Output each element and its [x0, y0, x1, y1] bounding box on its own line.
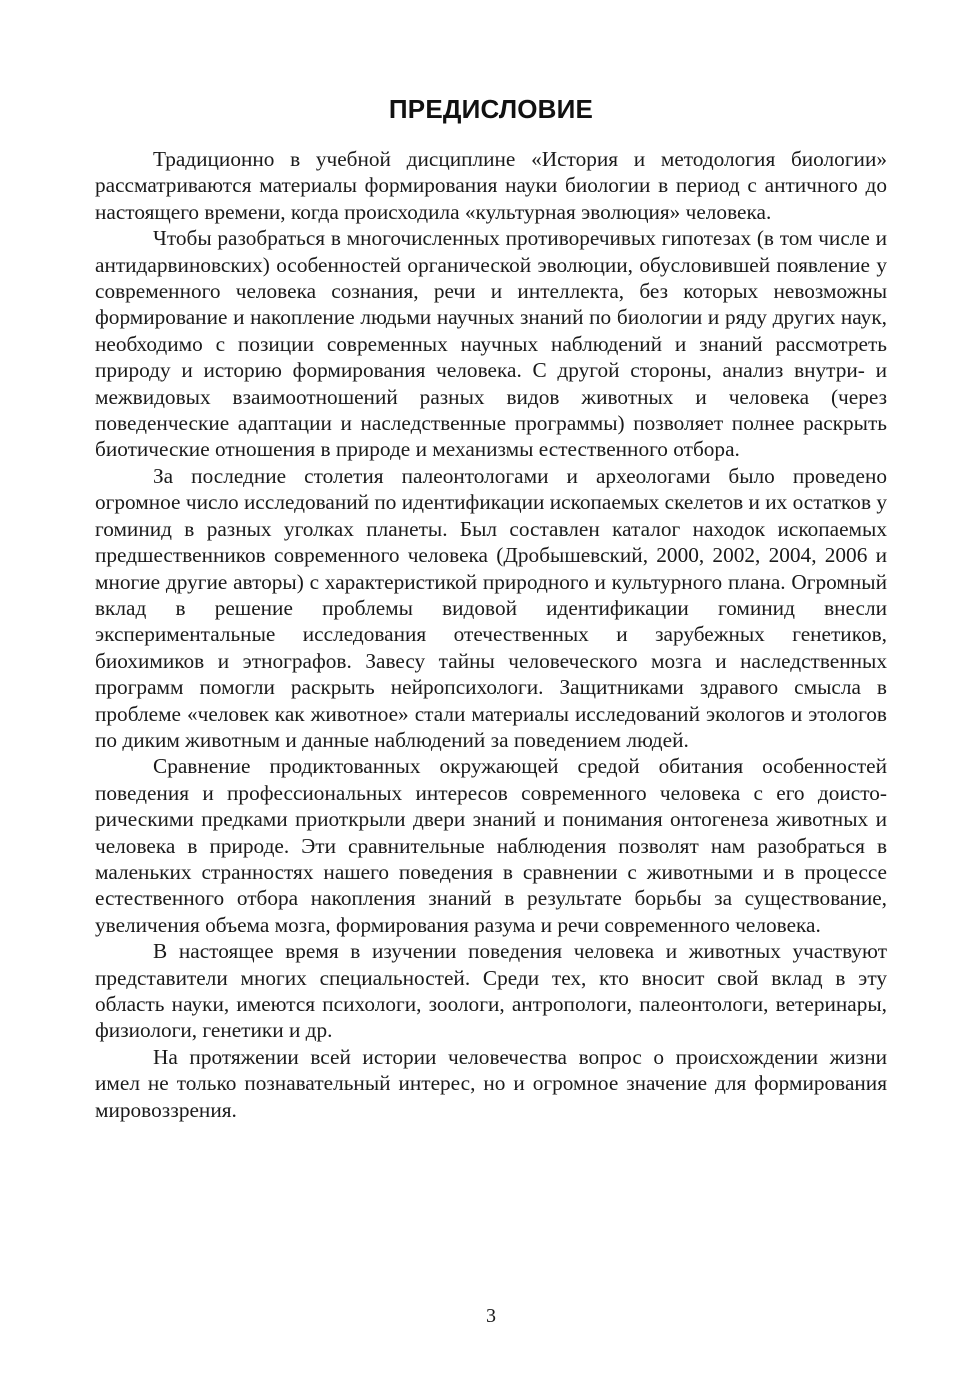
paragraph-4: Сравнение продиктованных окружающей средой обитания особенностей поведения и профессиональных интересов современного человека с его доисторическими предками приоткрыли двери знаний и понимания онтогенеза животных и человека в природе. Эти сравнительные наблюдения позволят нам разобраться в маленьких странностях нашего поведения в сравнении с животными и в процессе естественного отбора накопления знаний в результате борьбы за существование, увеличения объема мозга, формирования разума и речи современного человека. [95, 754, 887, 937]
paragraph-3: За последние столетия палеонтологами и археологами было проведено огромное число исследований по идентификации ископаемых скелетов и их остатков у гоминид в разных уголках планеты. Был составлен каталог находок ископаемых предшественников современного человека (Дробышевский, 2000, 2002, 2004, 2006 и многие другие авторы) с характеристикой природного и культурного плана. Огромный вклад в решение проблемы видовой идентификации гоминид внесли экспериментальные исследования отечественных и зарубежных генетиков, биохимиков и этнографов. Завесу тайны человеческого мозга и наследственных программ помогли раскрыть нейропсихологи. Защитниками здравого смысла в проблеме «человек как животное» стали материалы исследований экологов и этологов по диким животным и данные наблюдений за поведением людей. [95, 463, 887, 752]
paragraph-6: На протяжении всей истории человечества вопрос о происхождении жизни имел не только познавательный интерес, но и огромное значение для формирования мировоззрения. [95, 1044, 887, 1122]
document-page [95, 0, 887, 1386]
page-number: 3 [486, 1305, 496, 1327]
paragraph-5: В настоящее время в изучении поведения человека и животных участвуют представители многих специальностей. Среди тех, кто вносит свой вклад в эту область науки, имеются психологи, зоологи, антропологи, палеонтологи, ветеринары, физиологи, генетики и др. [95, 939, 887, 1043]
preface-body [95, 146, 887, 1123]
paragraph-1: Традиционно в учебной дисциплине «История и методология биологии» рассматриваются материалы формирования науки биологии в период с античного до настоящего времени, когда происходила «культурная эволюция» человека. [95, 147, 887, 224]
paragraph-2: Чтобы разобраться в многочисленных противоречивых гипотезах (в том числе и антидарвиновских) особенностей органической эволюции, обусловившей появление у современного человека сознания, речи и интеллекта, без которых невозможны формирование и накопление людьми научных знаний по биологии и ряду других наук, необходимо с позиции современных научных наблюдений и знаний рассмотреть природу и историю формирования человека. С другой стороны, анализ внутри- и межвидовых взаимоотношений разных видов животных и человека (через поведенческие адаптации и наследственные программы) позволяет полнее раскрыть биотические отношения в природе и механизмы естественного отбора. [95, 226, 887, 462]
page-title: ПРЕДИСЛОВИЕ [388, 94, 594, 124]
